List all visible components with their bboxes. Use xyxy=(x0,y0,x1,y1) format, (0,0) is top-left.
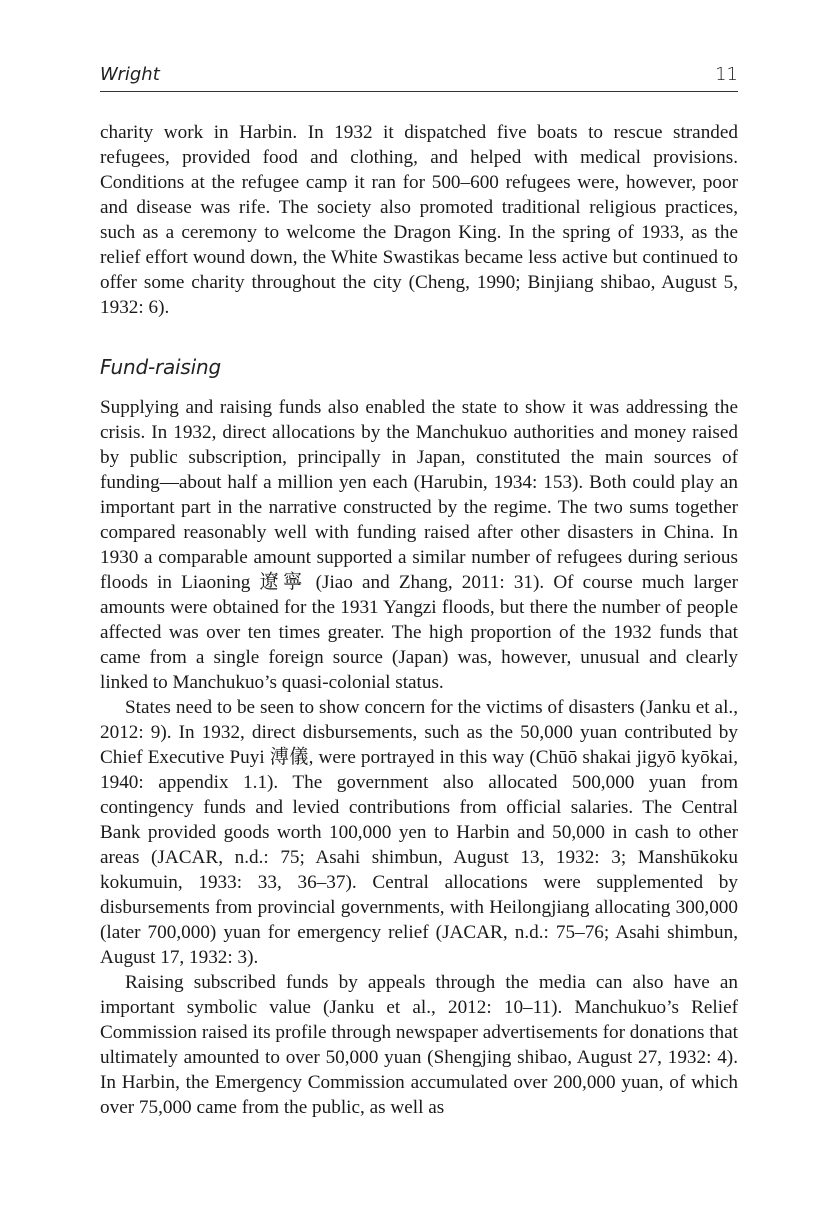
page-number: 11 xyxy=(715,64,738,85)
paragraph-text: Supplying and raising funds also enabled the state to show it was addressing the crisis. In 1932, direct allocations by the Manchukuo authorities and money raised by public subscription, principally in Japan, constituted the main sources of funding—about half a million yen each (Harubin, 1934: 153). Both could play an important part in the narrative constructed by the regime. The two sums together compared reasonably well with funding raised after other disasters in China. In 1930 a comparable amount supported a similar number of refugees during serious floods in Liaoning 遼寧 (Jiao and Zhang, 2011: 31). Of course much larger amounts were obtained for the 1931 Yangzi floods, but there the number of people affected was over ten times greater. The high proportion of the 1932 funds that came from a single foreign source (Japan) was, however, unusual and clearly linked to Manchukuo’s quasi-colonial status. xyxy=(100,397,738,693)
section-body xyxy=(100,395,738,1120)
section-heading: Fund-raising xyxy=(100,355,221,379)
paragraph-text: charity work in Harbin. In 1932 it dispatched five boats to rescue stranded refugees, provided food and clothing, and helped with medical provisions. Conditions at the refugee camp it ran for 500–600 refugees were, however, poor and disease was rife. The society also promoted traditional religious practices, such as a ceremony to welcome the Dragon King. In the spring of 1933, as the relief effort wound down, the White Swastikas became less active but continued to offer some charity throughout the city (Cheng, 1990; Binjiang shibao, August 5, 1932: 6). xyxy=(100,122,738,318)
running-header-author: Wright xyxy=(100,64,160,85)
paragraph-text: Raising subscribed funds by appeals through the media can also have an important symbolic value (Janku et al., 2012: 10–11). Manchukuo’s Relief Commission raised its profile through newspaper advertisements for donations that ultimately amounted to over 50,000 yuan (Shengjing shibao, August 27, 1932: 4). In Harbin, the Emergency Commission accumulated over 200,000 yuan, of which over 75,000 came from the public, as well as xyxy=(100,972,738,1118)
body-paragraph-continued xyxy=(100,120,738,320)
running-header xyxy=(100,62,738,92)
paragraph-text: States need to be seen to show concern for the victims of disasters (Janku et al., 2012: 9). In 1932, direct disbursements, such as the 50,000 yuan contributed by Chief Executive Puyi 溥儀, were portrayed in this way (Chūō shakai jigyō kyōkai, 1940: appendix 1.1). The government also allocated 500,000 yuan from contingency funds and levied contributions from official salaries. The Central Bank provided goods worth 100,000 yen to Harbin and 50,000 in cash to other areas (JACAR, n.d.: 75; Asahi shimbun, August 13, 1932: 3; Manshūkoku kokumuin, 1933: 33, 36–37). Central allocations were supplemented by disbursements from provincial governments, with Heilongjiang allocating 300,000 (later 700,000) yuan for emergency relief (JACAR, n.d.: 75–76; Asahi shimbun, August 17, 1932: 3). xyxy=(100,697,738,968)
